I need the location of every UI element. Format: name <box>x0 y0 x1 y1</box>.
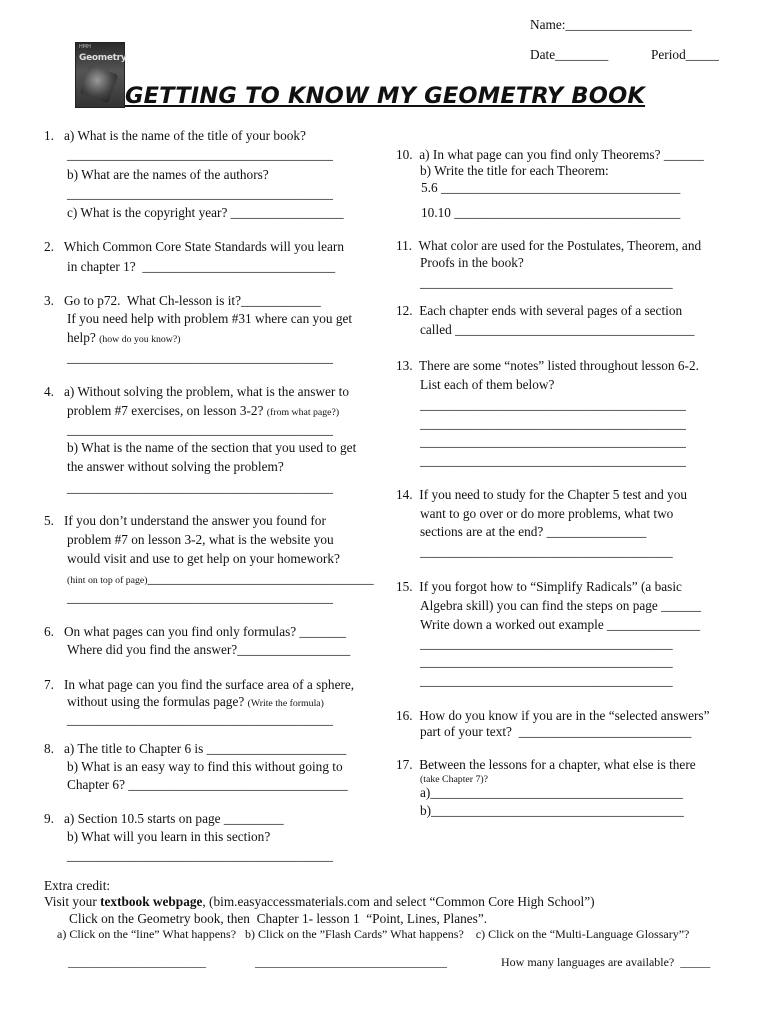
question-15a: 15. If you forgot how to “Simplify Radicals” (a basic <box>396 579 682 594</box>
question-9a[interactable]: 9. a) Section 10.5 starts on page _________ <box>44 811 284 826</box>
question-7a: 7. In what page can you find the surface area of a sphere, <box>44 677 355 692</box>
question-3b: If you need help with problem #31 where can you get <box>67 311 353 326</box>
question-4b <box>67 403 339 418</box>
answer-line-13-4[interactable]: ________________________________________ <box>420 453 686 468</box>
question-7b <box>67 694 324 709</box>
question-14b: want to go over or do more problems, what two <box>420 506 674 521</box>
theorem-10-10-line[interactable]: 10.10 __________________________________ <box>421 205 681 220</box>
question-5b: problem #7 on lesson 3-2, what is the website you <box>67 532 334 547</box>
question-16a: 16. How do you know if you are in the “selected answers” <box>396 708 710 723</box>
question-2: 2. Which Common Core State Standards will you learn <box>44 239 344 254</box>
question-14c[interactable]: sections are at the end? _______________ <box>420 524 647 539</box>
question-3c-text: help? <box>67 330 96 345</box>
question-10a[interactable]: 10. a) In what page can you find only Theorems? ______ <box>396 147 704 162</box>
question-8b: b) What is an easy way to find this without going to <box>67 759 343 774</box>
extra-answer-line-a[interactable]: _______________________ <box>68 955 206 969</box>
answer-line-4a[interactable]: ________________________________________ <box>67 422 333 437</box>
answer-line-4b[interactable]: ________________________________________ <box>67 480 333 495</box>
question-11a: 11. What color are used for the Postulates, Theorem, and <box>396 238 702 253</box>
answer-line-1b[interactable]: ________________________________________ <box>67 186 333 201</box>
question-3[interactable]: 3. Go to p72. What Ch-lesson is it?____________ <box>44 293 321 308</box>
answer-line-3[interactable]: ________________________________________ <box>67 350 333 365</box>
answer-line-5b[interactable]: ________________________________________ <box>67 590 333 605</box>
answer-line-15-1[interactable]: ______________________________________ <box>420 636 673 651</box>
answer-line-5a[interactable]: __________________________________ <box>147 571 374 586</box>
question-16b[interactable]: part of your text? __________________________ <box>420 724 692 739</box>
question-12a: 12. Each chapter ends with several pages of a section <box>396 303 683 318</box>
question-12b[interactable]: called ____________________________________ <box>420 322 695 337</box>
name-field[interactable]: Name:___________________ <box>530 17 692 32</box>
question-1c[interactable]: c) What is the copyright year? _________________ <box>67 205 344 220</box>
question-9b: b) What will you learn in this section? <box>67 829 271 844</box>
answer-line-1a[interactable]: ________________________________________ <box>67 147 333 162</box>
question-1b: b) What are the names of the authors? <box>67 167 269 182</box>
question-1a: 1. a) What is the name of the title of your book? <box>44 128 306 143</box>
question-4d: the answer without solving the problem? <box>67 459 284 474</box>
answer-line-9[interactable]: ________________________________________ <box>67 848 333 863</box>
answer-line-17a[interactable]: a)______________________________________ <box>420 785 683 800</box>
question-8c[interactable]: Chapter 6? _________________________________ <box>67 777 348 792</box>
question-5c: would visit and use to get help on your homework? <box>67 551 340 566</box>
question-2-line[interactable]: in chapter 1? _____________________________ <box>67 259 336 274</box>
extra-credit-parts: a) Click on the “line” What happens? b) Click on the ”Flash Cards” What happens? c) Click on the “Multi-Language Glossary”? <box>57 927 690 941</box>
question-3c-hint: (how do you know?) <box>99 334 181 345</box>
textbook-webpage-link: textbook webpage <box>100 894 203 909</box>
question-7b-text: without using the formulas page? <box>67 694 245 709</box>
answer-line-15-3[interactable]: ______________________________________ <box>420 673 673 688</box>
question-7b-hint: (Write the formula) <box>247 698 324 709</box>
visit-pre: Visit your <box>44 894 101 909</box>
question-13b: List each of them below? <box>420 377 555 392</box>
answer-line-17b[interactable]: b)______________________________________ <box>420 803 684 818</box>
question-14a: 14. If you need to study for the Chapter 5 test and you <box>396 487 687 502</box>
visit-post: , (bim.easyaccessmaterials.com and select “Common Core High School”) <box>202 894 595 909</box>
answer-line-14[interactable]: ______________________________________ <box>420 544 673 559</box>
answer-line-13-1[interactable]: ________________________________________ <box>420 397 686 412</box>
cover-brand: HMH <box>79 44 91 50</box>
languages-question[interactable]: How many languages are available? _____ <box>501 955 711 969</box>
answer-line-15-2[interactable]: ______________________________________ <box>420 654 673 669</box>
page-title: GETTING TO KNOW MY GEOMETRY BOOK <box>124 83 646 109</box>
answer-line-7[interactable]: ________________________________________ <box>67 712 333 727</box>
question-17-hint: (take Chapter 7)? <box>420 774 488 785</box>
question-11b: Proofs in the book? <box>420 255 524 270</box>
period-field[interactable]: Period_____ <box>651 47 719 62</box>
extra-credit-heading: Extra credit: <box>44 878 111 893</box>
extra-answer-line-b[interactable]: ________________________________ <box>255 955 447 969</box>
question-4c: b) What is the name of the section that you used to get <box>67 440 357 455</box>
extra-credit-visit <box>44 894 595 909</box>
question-8a[interactable]: 8. a) The title to Chapter 6 is _____________________ <box>44 741 347 756</box>
question-5a: 5. If you don’t understand the answer you found for <box>44 513 326 528</box>
question-6a[interactable]: 6. On what pages can you find only formulas? _______ <box>44 624 347 639</box>
question-5d[interactable] <box>67 571 374 586</box>
question-6b[interactable]: Where did you find the answer?_________________ <box>67 642 351 657</box>
question-15c[interactable]: Write down a worked out example ______________ <box>420 617 701 632</box>
question-3c <box>67 330 180 345</box>
question-10b: b) Write the title for each Theorem: <box>420 163 609 178</box>
answer-line-11[interactable]: ______________________________________ <box>420 275 673 290</box>
question-17a: 17. Between the lessons for a chapter, what else is there <box>396 757 696 772</box>
question-5d-hint: (hint on top of page) <box>67 575 148 586</box>
question-13a: 13. There are some “notes” listed throughout lesson 6-2. <box>396 358 699 373</box>
date-field[interactable]: Date________ <box>530 47 609 62</box>
question-4b-text: problem #7 exercises, on lesson 3-2? <box>67 403 264 418</box>
answer-line-13-3[interactable]: ________________________________________ <box>420 434 686 449</box>
cover-title: Geometry <box>79 53 127 63</box>
theorem-5-6-line[interactable]: 5.6 ____________________________________ <box>421 180 681 195</box>
question-4a: 4. a) Without solving the problem, what is the answer to <box>44 384 349 399</box>
question-15b[interactable]: Algebra skill) you can find the steps on page ______ <box>420 598 702 613</box>
answer-line-13-2[interactable]: ________________________________________ <box>420 416 686 431</box>
question-4b-hint: (from what page?) <box>266 407 340 418</box>
extra-credit-click: Click on the Geometry book, then Chapter 1- lesson 1 “Point, Lines, Planes”. <box>69 911 488 926</box>
